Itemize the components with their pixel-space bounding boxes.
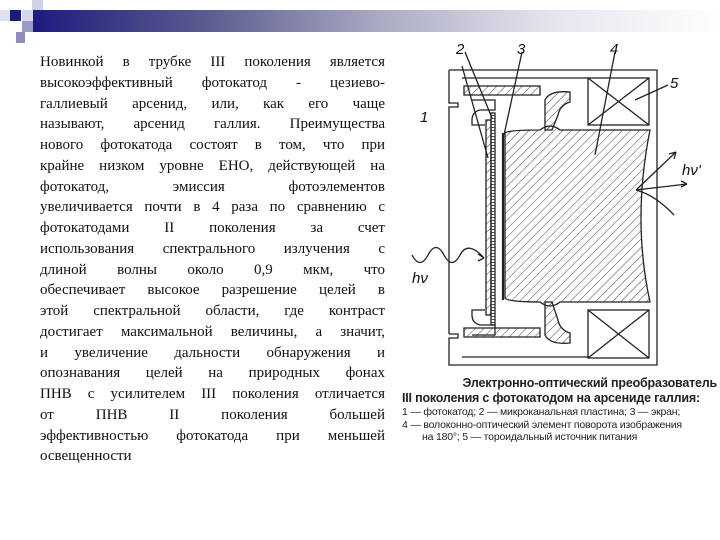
caption-title-2: III поколения с фотокатодом на арсениде галлия:	[402, 391, 700, 405]
decor-square	[22, 21, 33, 32]
caption-legend-line: на 180°; 5 — тороидальный источник питания	[422, 431, 638, 443]
text-line: обеспечивает высокое разрешение целей в	[40, 282, 385, 299]
text-line: от ПНВ II поколения большей	[40, 406, 385, 423]
caption-title: Электронно-оптический преобразователь	[462, 376, 717, 390]
text-line: галлиевый арсенид, или, как его чаще	[40, 95, 385, 112]
incoming-light-wave	[412, 248, 484, 263]
text-line: использования спектрального излучения с	[40, 240, 385, 257]
photocathode	[486, 120, 491, 315]
label-1: 1	[420, 109, 429, 126]
caption-legend-line: 1 — фотокатод; 2 — микроканальная пластина; 3 — экран;	[402, 406, 681, 418]
text-line: и увеличение дальности обнаружения и	[40, 344, 385, 361]
caption-legend-line: 4 — волоконно-оптический элемент поворота изображения	[402, 418, 682, 431]
text-line: эффективностью фотокатода при меньшей	[40, 427, 385, 444]
decor-square	[10, 10, 21, 21]
label-hv-in: hν	[412, 270, 428, 287]
label-3: 3	[517, 41, 526, 58]
fiber-optic-element	[505, 126, 650, 306]
decor-square	[16, 32, 25, 43]
text-line: фотокатод, эмиссия фотоэлементов	[40, 178, 385, 195]
figure-caption	[402, 376, 717, 444]
text-line: длиной волны около 0,9 мкм, что	[40, 261, 385, 278]
text-line: опознавания целей на природных фонах	[40, 365, 385, 382]
body-paragraph	[40, 52, 385, 467]
text-line: ПНВ с усилителем III поколения отличается	[40, 386, 385, 402]
text-line: увеличивается почти в 4 раза по сравнению с	[40, 199, 385, 216]
label-5: 5	[670, 75, 679, 92]
text-line: крайне низком уровне ЕНО, действующей на	[40, 157, 385, 174]
text-line: этой спектральной области, где контраст	[40, 303, 385, 319]
decor-square	[22, 10, 33, 21]
header-gradient-bar	[33, 10, 720, 32]
decor-square	[32, 0, 43, 10]
text-line: называют, арсенид галлия. Преимущества	[40, 116, 385, 133]
text-line: высокоэффективный фотокатод - цезиево-	[40, 74, 385, 91]
text-line: Новинкой в трубке III поколения является	[40, 54, 385, 70]
label-2: 2	[456, 41, 465, 58]
text-line: освещенности	[40, 448, 132, 465]
label-hv-out: hν'	[682, 162, 701, 179]
text-line: достигает максимальной величины, а значит,	[40, 323, 385, 340]
text-line: фотокатодами II поколения за счет	[40, 220, 385, 236]
text-line: нового фотокатода состоят в том, что при	[40, 137, 385, 153]
image-intensifier-diagram	[400, 30, 720, 375]
label-4: 4	[610, 41, 619, 58]
decor-square	[0, 10, 10, 21]
